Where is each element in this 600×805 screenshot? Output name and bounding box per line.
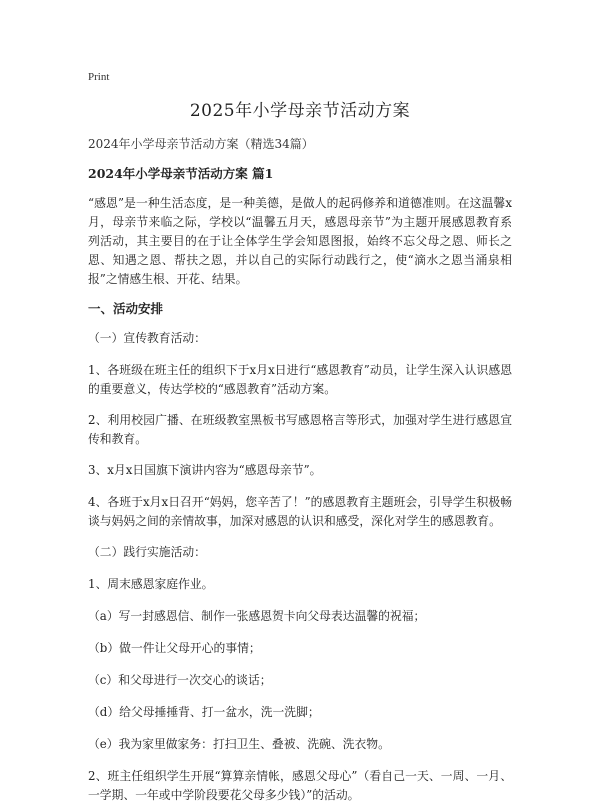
subheading-practice: （二）践行实施活动： xyxy=(88,545,206,559)
document-subtitle: 2024年小学母亲节活动方案（精选34篇） xyxy=(88,137,314,151)
document-title: 2025年小学母亲节活动方案 xyxy=(189,101,411,121)
section-title: 2024年小学母亲节活动方案 篇1 xyxy=(88,166,274,181)
practice-2: 2、班主任组织学生开展“算算亲情帐，感恩父母心”（看自己一天、一周、一月、一学期、一年或中学阶段要花父母多少钱）”的活动。 xyxy=(88,769,512,802)
subheading-publicity: （一）宣传教育活动： xyxy=(88,331,206,345)
task-c: （c）和父母进行一次交心的谈话； xyxy=(88,673,272,687)
intro-paragraph: “感恩”是一种生活态度，是一种美德，是做人的起码修养和道德准则。在这温馨x月，母亲节来临之际，学校以“温馨五月天，感恩母亲节”为主题开展感恩教育系列活动，其主要目的在于让全体学生学会知恩图报，始终不忘父母之恩、师长之恩、知遇之恩、帮扶之恩，并以自己的实际行动践行之，使“滴水之恩当涌泉相报”之情感生根、开花、结果。 xyxy=(88,196,512,286)
item-4: 4、各班于x月x日召开“妈妈，您辛苦了！”的感恩教育主题班会，引导学生积极畅谈与妈妈之间的亲情故事，加深对感恩的认识和感受，深化对学生的感恩教育。 xyxy=(88,495,512,528)
print-label: Print xyxy=(88,71,110,83)
task-d: （d）给父母捶捶背、打一盆水，洗一洗脚； xyxy=(88,705,320,719)
item-2: 2、利用校园广播、在班级教室黑板书写感恩格言等形式，加强对学生进行感恩宣传和教育。 xyxy=(88,413,512,446)
task-a: （a）写一封感恩信、制作一张感恩贺卡向父母表达温馨的祝福； xyxy=(88,609,426,623)
practice-1: 1、周末感恩家庭作业。 xyxy=(88,577,214,591)
item-3: 3、x月x日国旗下演讲内容为“感恩母亲节”。 xyxy=(88,463,322,477)
task-e: （e）我为家里做家务：打扫卫生、叠被、洗碗、洗衣物。 xyxy=(88,737,390,751)
item-1: 1、各班级在班主任的组织下于x月x日进行“感恩教育”动员，让学生深入认识感恩的重要意义，传达学校的“感恩教育”活动方案。 xyxy=(88,363,512,396)
heading-activity-arrangement: 一、活动安排 xyxy=(88,301,164,316)
task-b: （b）做一件让父母开心的事情； xyxy=(88,641,261,655)
